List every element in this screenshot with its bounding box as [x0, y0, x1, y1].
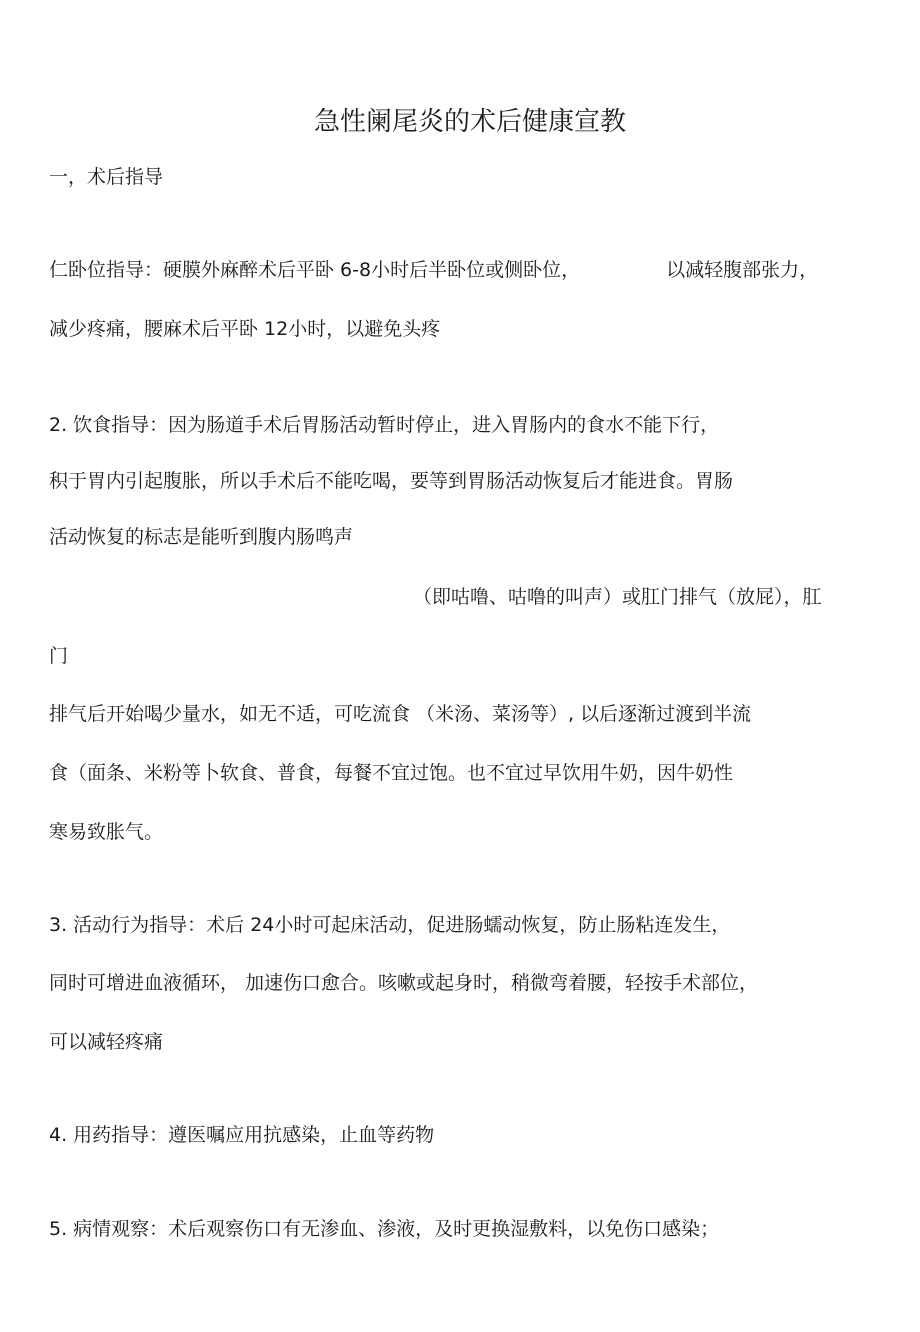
paragraph-2-line-2: 积于胃内引起腹胀，所以手术后不能吃喝，要等到胃肠活动恢复后才能进食。胃肠: [49, 470, 734, 492]
paragraph-4-line-1: 4. 用药指导：遵医嘱应用抗感染，止血等药物: [49, 1124, 435, 1146]
paragraph-2-line-1: 2. 饮食指导：因为肠道手术后胃肠活动暂时停止，进入胃肠内的食水不能下行，: [49, 414, 720, 436]
paragraph-2-line-3: 活动恢复的标志是能听到腹内肠鸣声: [49, 526, 354, 548]
paragraph-1-line-1: [49, 258, 818, 282]
paragraph-1-line-2: 减少疼痛，腰麻术后平卧 12小时，以避免头疼: [49, 318, 441, 340]
paragraph-2-line-5: 门: [49, 645, 69, 667]
paragraph-3-line-2: 同时可增进血液循环， 加速伤口愈合。咳嗽或起身时，稍微弯着腰，轻按手术部位，: [49, 972, 759, 994]
paragraph-2-line-8: 寒易致胀气。: [49, 821, 164, 843]
paragraph-1-line-1-part-b: 以减轻腹部张力，: [666, 259, 819, 281]
document-title: 急性阑尾炎的术后健康宣教: [313, 107, 626, 137]
paragraph-2-line-4: （即咕噜、咕噜的叫声）或肛门排气（放屁），肛: [413, 586, 822, 608]
paragraph-1-line-1-part-a: 仁卧位指导：硬膜外麻醉术后平卧 6-8小时后半卧位或侧卧位，: [49, 259, 581, 281]
section-heading: 一，术后指导: [49, 166, 164, 188]
paragraph-3-line-1: 3. 活动行为指导：术后 24小时可起床活动，促进肠蠕动恢复，防止肠粘连发生，: [49, 914, 731, 936]
paragraph-2-line-7: 食（面条、米粉等卜软食、普食，每餐不宜过饱。也不宜过早饮用牛奶，因牛奶性: [49, 762, 734, 784]
paragraph-5-line-1: 5. 病情观察：术后观察伤口有无渗血、渗液，及时更换湿敷料，以免伤口感染；: [49, 1218, 720, 1240]
paragraph-3-line-3: 可以减轻疼痛: [49, 1031, 164, 1053]
paragraph-2-line-6: 排气后开始喝少量水，如无不适，可吃流食 （米汤、菜汤等）, 以后逐渐过渡到半流: [49, 703, 752, 725]
